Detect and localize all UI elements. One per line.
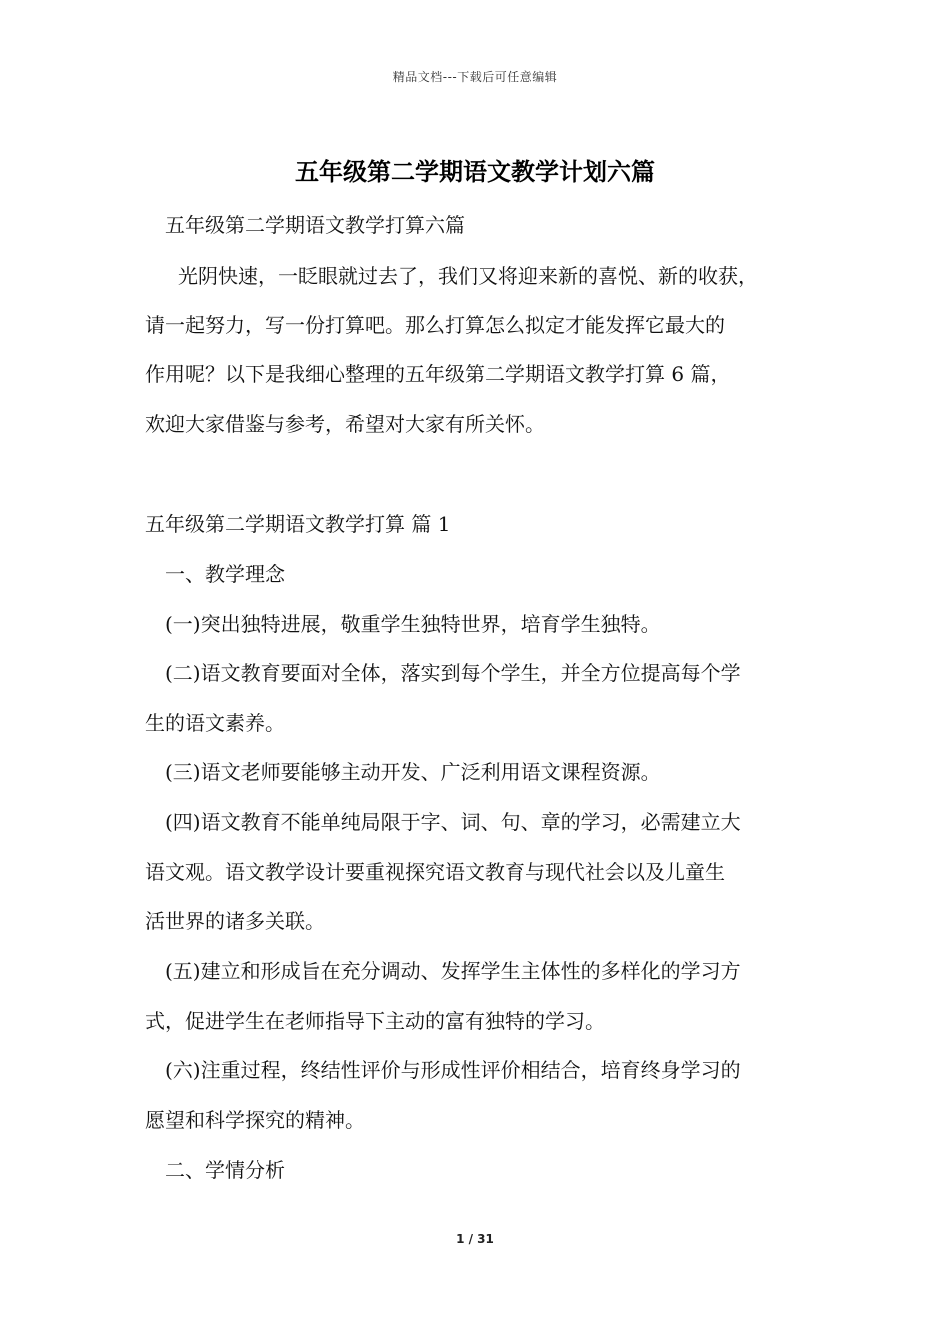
document-subtitle: 五年级第二学期语文教学打算六篇	[165, 213, 465, 237]
item-4-line-3: 活世界的诸多关联。	[145, 909, 325, 933]
item-4-line-2: 语文观。语文教学设计要重视探究语文教育与现代社会以及儿童生	[145, 860, 725, 884]
item-3: (三)语文老师要能够主动开发、广泛利用语文课程资源。	[165, 760, 661, 784]
intro-line-3: 作用呢？以下是我细心整理的五年级第二学期语文教学打算 6 篇，	[145, 362, 731, 386]
section-heading: 五年级第二学期语文教学打算 篇 1	[145, 512, 451, 536]
item-5-line-1: (五)建立和形成旨在充分调动、发挥学生主体性的多样化的学习方	[165, 959, 741, 983]
part1-heading: 一、教学理念	[165, 562, 285, 586]
page-header: 精品文档---下载后可任意编辑	[392, 70, 558, 84]
item-2-line-2: 生的语文素养。	[145, 711, 285, 735]
intro-line-4: 欢迎大家借鉴与参考，希望对大家有所关怀。	[145, 412, 545, 436]
item-6-line-1: (六)注重过程，终结性评价与形成性评价相结合，培育终身学习的	[165, 1058, 741, 1082]
item-5-line-2: 式，促进学生在老师指导下主动的富有独特的学习。	[145, 1009, 605, 1033]
intro-line-2: 请一起努力，写一份打算吧。那么打算怎么拟定才能发挥它最大的	[145, 313, 725, 337]
intro-line-1: 光阴快速，一眨眼就过去了，我们又将迎来新的喜悦、新的收获，	[178, 264, 758, 288]
document-title: 五年级第二学期语文教学计划六篇	[295, 158, 655, 186]
page-number: 1 / 31	[456, 1232, 494, 1246]
part2-heading: 二、学情分析	[165, 1158, 285, 1182]
item-2-line-1: (二)语文教育要面对全体，落实到每个学生，并全方位提高每个学	[165, 661, 741, 685]
item-4-line-1: (四)语文教育不能单纯局限于字、词、句、章的学习，必需建立大	[165, 810, 741, 834]
item-1: (一)突出独特进展，敬重学生独特世界，培育学生独特。	[165, 612, 661, 636]
item-6-line-2: 愿望和科学探究的精神。	[145, 1108, 365, 1132]
